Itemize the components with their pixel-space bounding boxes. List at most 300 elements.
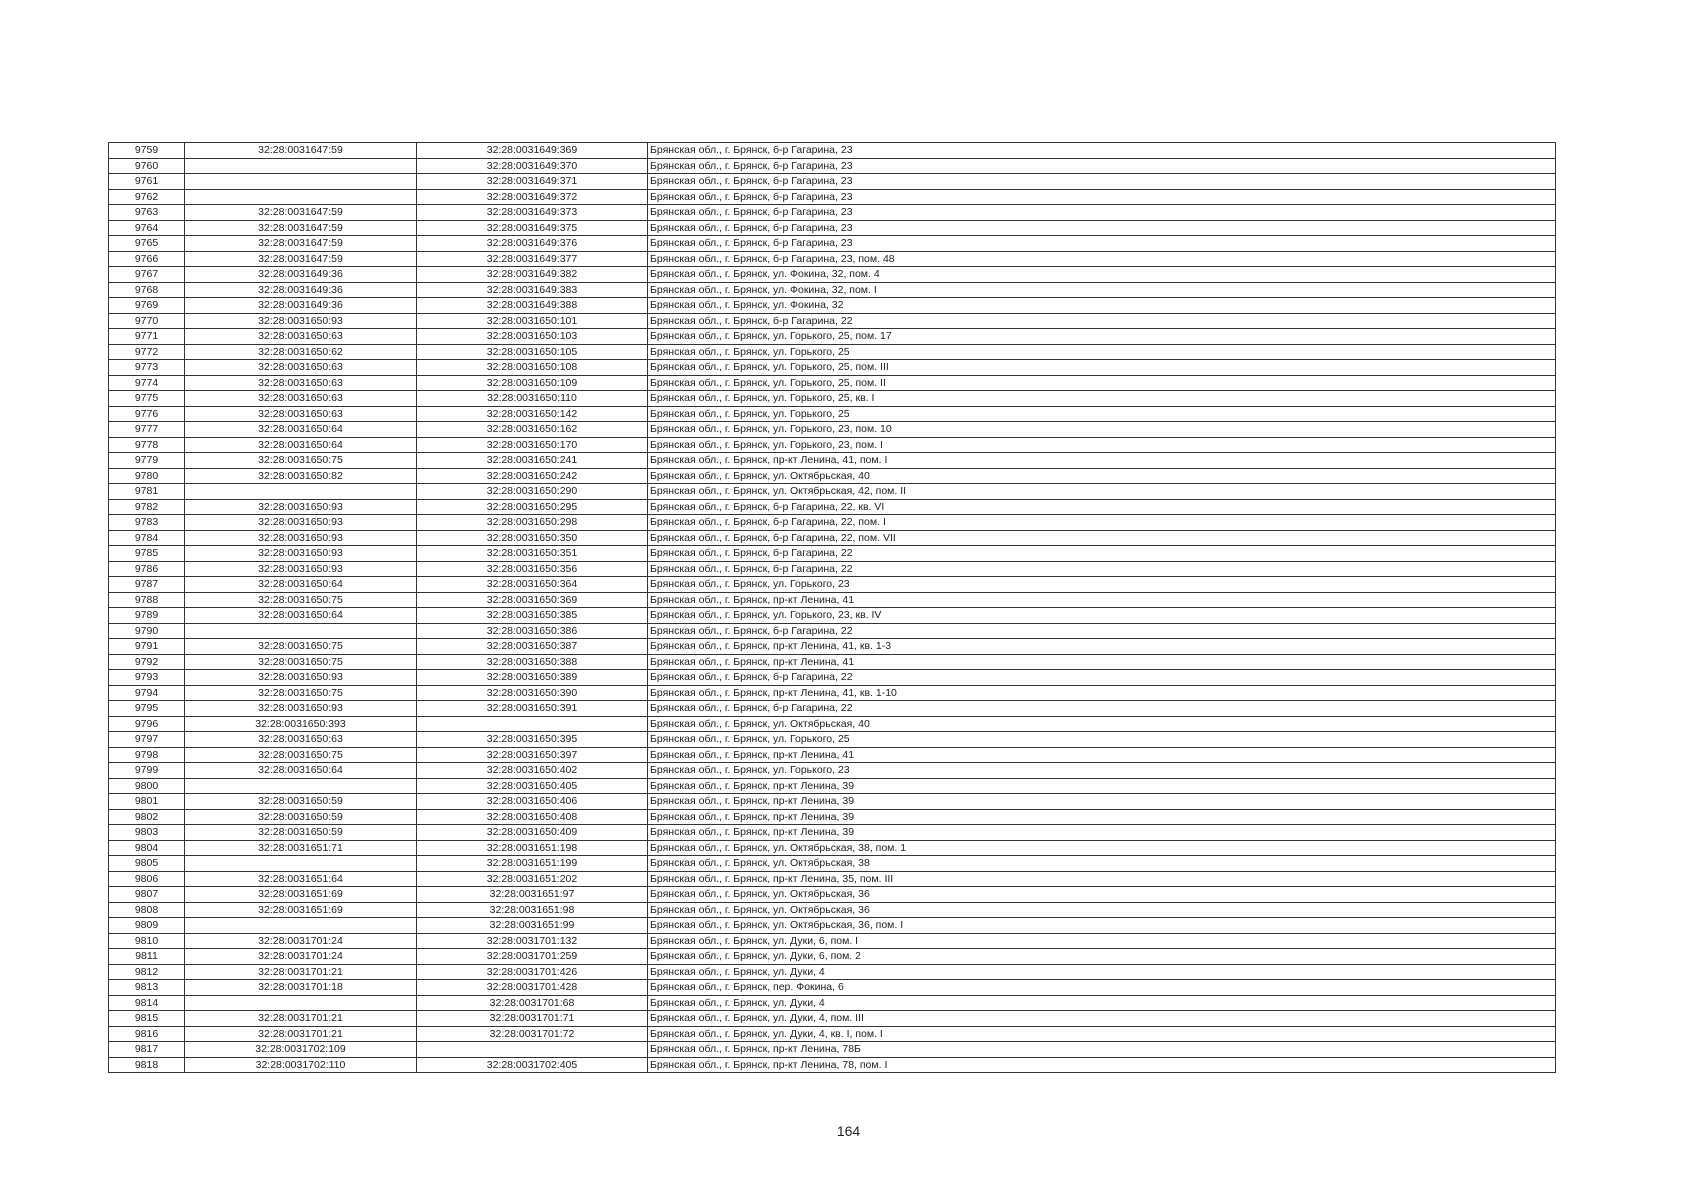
- page-number: 164: [836, 1123, 861, 1139]
- cadastral-number-cell: 32:28:0031650:290: [417, 484, 648, 500]
- address-cell: Брянская обл., г. Брянск, б-р Гагарина, 22: [648, 561, 1556, 577]
- cadastral-number-cell: 32:28:0031650:110: [417, 391, 648, 407]
- table-row: [109, 778, 1556, 794]
- parent-cadastral-number-cell: 32:28:0031650:64: [185, 763, 417, 779]
- row-number-cell: 9818: [109, 1057, 185, 1073]
- cadastral-number-cell: 32:28:0031650:298: [417, 515, 648, 531]
- address-cell: Брянская обл., г. Брянск, пр-кт Ленина, 78, пом. I: [648, 1057, 1556, 1073]
- parent-cadastral-number-cell: 32:28:0031650:93: [185, 561, 417, 577]
- parent-cadastral-number-cell: [185, 623, 417, 639]
- table-row: [109, 236, 1556, 252]
- parent-cadastral-number-cell: 32:28:0031650:93: [185, 701, 417, 717]
- parent-cadastral-number-cell: 32:28:0031650:59: [185, 825, 417, 841]
- cadastral-number-cell: 32:28:0031650:350: [417, 530, 648, 546]
- row-number-cell: 9811: [109, 949, 185, 965]
- address-cell: Брянская обл., г. Брянск, ул. Горького, 23, кв. IV: [648, 608, 1556, 624]
- cadastral-number-cell: 32:28:0031650:109: [417, 375, 648, 391]
- cadastral-number-cell: 32:28:0031650:170: [417, 437, 648, 453]
- row-number-cell: 9793: [109, 670, 185, 686]
- table-row: [109, 732, 1556, 748]
- row-number-cell: 9784: [109, 530, 185, 546]
- cadastral-number-cell: 32:28:0031651:198: [417, 840, 648, 856]
- parent-cadastral-number-cell: 32:28:0031650:63: [185, 375, 417, 391]
- parent-cadastral-number-cell: 32:28:0031650:93: [185, 530, 417, 546]
- row-number-cell: 9804: [109, 840, 185, 856]
- row-number-cell: 9770: [109, 313, 185, 329]
- parent-cadastral-number-cell: 32:28:0031650:75: [185, 747, 417, 763]
- parent-cadastral-number-cell: 32:28:0031650:62: [185, 344, 417, 360]
- table-row: [109, 143, 1556, 159]
- cadastral-number-cell: 32:28:0031649:388: [417, 298, 648, 314]
- address-cell: Брянская обл., г. Брянск, ул. Октябрьская, 36: [648, 902, 1556, 918]
- parent-cadastral-number-cell: 32:28:0031650:93: [185, 313, 417, 329]
- address-cell: Брянская обл., г. Брянск, б-р Гагарина, 22, пом. I: [648, 515, 1556, 531]
- table-row: [109, 902, 1556, 918]
- row-number-cell: 9767: [109, 267, 185, 283]
- address-cell: Брянская обл., г. Брянск, ул. Дуки, 4: [648, 995, 1556, 1011]
- address-cell: Брянская обл., г. Брянск, ул. Октябрьская, 36, пом. I: [648, 918, 1556, 934]
- cadastral-number-cell: 32:28:0031650:101: [417, 313, 648, 329]
- parent-cadastral-number-cell: 32:28:0031651:69: [185, 902, 417, 918]
- address-cell: Брянская обл., г. Брянск, ул. Дуки, 4, кв. I, пом. I: [648, 1026, 1556, 1042]
- parent-cadastral-number-cell: 32:28:0031650:63: [185, 406, 417, 422]
- property-registry-table: [108, 142, 1556, 1073]
- table-row: [109, 437, 1556, 453]
- address-cell: Брянская обл., г. Брянск, ул. Октябрьская, 38, пом. 1: [648, 840, 1556, 856]
- address-cell: Брянская обл., г. Брянск, б-р Гагарина, 22, пом. VII: [648, 530, 1556, 546]
- address-cell: Брянская обл., г. Брянск, ул. Горького, 25, пом. 17: [648, 329, 1556, 345]
- table-row: [109, 189, 1556, 205]
- address-cell: Брянская обл., г. Брянск, ул. Горького, 25, кв. I: [648, 391, 1556, 407]
- address-cell: Брянская обл., г. Брянск, ул. Октябрьская, 40: [648, 716, 1556, 732]
- cadastral-number-cell: 32:28:0031651:97: [417, 887, 648, 903]
- parent-cadastral-number-cell: 32:28:0031647:59: [185, 251, 417, 267]
- row-number-cell: 9776: [109, 406, 185, 422]
- cadastral-number-cell: 32:28:0031650:108: [417, 360, 648, 376]
- parent-cadastral-number-cell: 32:28:0031650:93: [185, 546, 417, 562]
- row-number-cell: 9777: [109, 422, 185, 438]
- cadastral-number-cell: 32:28:0031650:142: [417, 406, 648, 422]
- row-number-cell: 9796: [109, 716, 185, 732]
- cadastral-number-cell: 32:28:0031649:370: [417, 158, 648, 174]
- table-row: [109, 871, 1556, 887]
- cadastral-number-cell: 32:28:0031650:103: [417, 329, 648, 345]
- cadastral-number-cell: [417, 1042, 648, 1058]
- table-row: [109, 515, 1556, 531]
- cadastral-number-cell: 32:28:0031650:369: [417, 592, 648, 608]
- parent-cadastral-number-cell: 32:28:0031647:59: [185, 236, 417, 252]
- table-row: [109, 825, 1556, 841]
- parent-cadastral-number-cell: 32:28:0031650:75: [185, 592, 417, 608]
- cadastral-number-cell: 32:28:0031650:385: [417, 608, 648, 624]
- row-number-cell: 9782: [109, 499, 185, 515]
- table-row: [109, 747, 1556, 763]
- row-number-cell: 9779: [109, 453, 185, 469]
- cadastral-number-cell: 32:28:0031701:259: [417, 949, 648, 965]
- table-row: [109, 887, 1556, 903]
- parent-cadastral-number-cell: 32:28:0031651:64: [185, 871, 417, 887]
- parent-cadastral-number-cell: 32:28:0031650:93: [185, 515, 417, 531]
- row-number-cell: 9768: [109, 282, 185, 298]
- table-row: [109, 577, 1556, 593]
- row-number-cell: 9771: [109, 329, 185, 345]
- address-cell: Брянская обл., г. Брянск, пр-кт Ленина, 41: [648, 592, 1556, 608]
- address-cell: Брянская обл., г. Брянск, ул. Горького, 25, пом. II: [648, 375, 1556, 391]
- table-row: [109, 158, 1556, 174]
- table-row: [109, 267, 1556, 283]
- parent-cadastral-number-cell: 32:28:0031650:59: [185, 809, 417, 825]
- parent-cadastral-number-cell: 32:28:0031651:71: [185, 840, 417, 856]
- cadastral-number-cell: 32:28:0031649:383: [417, 282, 648, 298]
- table-row: [109, 375, 1556, 391]
- table-row: [109, 298, 1556, 314]
- cadastral-number-cell: 32:28:0031650:356: [417, 561, 648, 577]
- row-number-cell: 9787: [109, 577, 185, 593]
- row-number-cell: 9807: [109, 887, 185, 903]
- cadastral-number-cell: 32:28:0031650:295: [417, 499, 648, 515]
- parent-cadastral-number-cell: [185, 778, 417, 794]
- cadastral-number-cell: 32:28:0031701:68: [417, 995, 648, 1011]
- cadastral-number-cell: [417, 716, 648, 732]
- address-cell: Брянская обл., г. Брянск, ул. Октябрьская, 40: [648, 468, 1556, 484]
- parent-cadastral-number-cell: 32:28:0031651:69: [185, 887, 417, 903]
- cadastral-number-cell: 32:28:0031649:382: [417, 267, 648, 283]
- cadastral-number-cell: 32:28:0031701:426: [417, 964, 648, 980]
- table-row: [109, 856, 1556, 872]
- row-number-cell: 9791: [109, 639, 185, 655]
- cadastral-number-cell: 32:28:0031650:397: [417, 747, 648, 763]
- parent-cadastral-number-cell: 32:28:0031650:93: [185, 499, 417, 515]
- parent-cadastral-number-cell: 32:28:0031650:75: [185, 685, 417, 701]
- parent-cadastral-number-cell: [185, 995, 417, 1011]
- cadastral-number-cell: 32:28:0031701:71: [417, 1011, 648, 1027]
- table-row: [109, 329, 1556, 345]
- row-number-cell: 9801: [109, 794, 185, 810]
- row-number-cell: 9764: [109, 220, 185, 236]
- row-number-cell: 9769: [109, 298, 185, 314]
- table-row: [109, 995, 1556, 1011]
- row-number-cell: 9772: [109, 344, 185, 360]
- cadastral-number-cell: 32:28:0031649:376: [417, 236, 648, 252]
- parent-cadastral-number-cell: [185, 158, 417, 174]
- table-row: [109, 608, 1556, 624]
- cadastral-number-cell: 32:28:0031650:351: [417, 546, 648, 562]
- address-cell: Брянская обл., г. Брянск, пр-кт Ленина, 39: [648, 794, 1556, 810]
- cadastral-number-cell: 32:28:0031650:242: [417, 468, 648, 484]
- parent-cadastral-number-cell: 32:28:0031650:64: [185, 422, 417, 438]
- table-row: [109, 933, 1556, 949]
- address-cell: Брянская обл., г. Брянск, ул. Октябрьская, 38: [648, 856, 1556, 872]
- parent-cadastral-number-cell: 32:28:0031650:63: [185, 360, 417, 376]
- row-number-cell: 9808: [109, 902, 185, 918]
- table-row: [109, 654, 1556, 670]
- table-row: [109, 313, 1556, 329]
- address-cell: Брянская обл., г. Брянск, пр-кт Ленина, 35, пом. III: [648, 871, 1556, 887]
- cadastral-number-cell: 32:28:0031650:387: [417, 639, 648, 655]
- table-row: [109, 918, 1556, 934]
- address-cell: Брянская обл., г. Брянск, пер. Фокина, 6: [648, 980, 1556, 996]
- parent-cadastral-number-cell: 32:28:0031701:24: [185, 933, 417, 949]
- cadastral-number-cell: 32:28:0031650:405: [417, 778, 648, 794]
- row-number-cell: 9780: [109, 468, 185, 484]
- address-cell: Брянская обл., г. Брянск, б-р Гагарина, 22, кв. VI: [648, 499, 1556, 515]
- row-number-cell: 9815: [109, 1011, 185, 1027]
- address-cell: Брянская обл., г. Брянск, б-р Гагарина, 23: [648, 174, 1556, 190]
- row-number-cell: 9775: [109, 391, 185, 407]
- row-number-cell: 9765: [109, 236, 185, 252]
- table-row: [109, 282, 1556, 298]
- row-number-cell: 9797: [109, 732, 185, 748]
- address-cell: Брянская обл., г. Брянск, пр-кт Ленина, 41, пом. I: [648, 453, 1556, 469]
- row-number-cell: 9810: [109, 933, 185, 949]
- cadastral-number-cell: 32:28:0031650:390: [417, 685, 648, 701]
- row-number-cell: 9763: [109, 205, 185, 221]
- row-number-cell: 9781: [109, 484, 185, 500]
- parent-cadastral-number-cell: 32:28:0031650:63: [185, 391, 417, 407]
- table-row: [109, 639, 1556, 655]
- cadastral-number-cell: 32:28:0031650:241: [417, 453, 648, 469]
- address-cell: Брянская обл., г. Брянск, ул. Фокина, 32, пом. I: [648, 282, 1556, 298]
- address-cell: Брянская обл., г. Брянск, ул. Горького, 23: [648, 763, 1556, 779]
- parent-cadastral-number-cell: [185, 189, 417, 205]
- row-number-cell: 9814: [109, 995, 185, 1011]
- parent-cadastral-number-cell: 32:28:0031650:64: [185, 608, 417, 624]
- cadastral-number-cell: 32:28:0031649:373: [417, 205, 648, 221]
- address-cell: Брянская обл., г. Брянск, б-р Гагарина, 22: [648, 546, 1556, 562]
- parent-cadastral-number-cell: 32:28:0031650:393: [185, 716, 417, 732]
- cadastral-number-cell: 32:28:0031650:391: [417, 701, 648, 717]
- row-number-cell: 9760: [109, 158, 185, 174]
- table-row: [109, 484, 1556, 500]
- table-row: [109, 499, 1556, 515]
- row-number-cell: 9798: [109, 747, 185, 763]
- table-row: [109, 1026, 1556, 1042]
- table-body: [109, 143, 1556, 1073]
- address-cell: Брянская обл., г. Брянск, ул. Горького, 25: [648, 344, 1556, 360]
- row-number-cell: 9790: [109, 623, 185, 639]
- cadastral-number-cell: 32:28:0031649:369: [417, 143, 648, 159]
- table-row: [109, 685, 1556, 701]
- parent-cadastral-number-cell: 32:28:0031650:63: [185, 732, 417, 748]
- parent-cadastral-number-cell: 32:28:0031650:75: [185, 654, 417, 670]
- address-cell: Брянская обл., г. Брянск, б-р Гагарина, 23: [648, 220, 1556, 236]
- table-row: [109, 809, 1556, 825]
- table-row: [109, 468, 1556, 484]
- address-cell: Брянская обл., г. Брянск, ул. Октябрьская, 42, пом. II: [648, 484, 1556, 500]
- cadastral-number-cell: 32:28:0031649:372: [417, 189, 648, 205]
- cadastral-number-cell: 32:28:0031651:99: [417, 918, 648, 934]
- parent-cadastral-number-cell: 32:28:0031649:36: [185, 267, 417, 283]
- row-number-cell: 9773: [109, 360, 185, 376]
- cadastral-number-cell: 32:28:0031651:199: [417, 856, 648, 872]
- table-row: [109, 422, 1556, 438]
- table-row: [109, 251, 1556, 267]
- cadastral-number-cell: 32:28:0031702:405: [417, 1057, 648, 1073]
- row-number-cell: 9785: [109, 546, 185, 562]
- parent-cadastral-number-cell: 32:28:0031702:109: [185, 1042, 417, 1058]
- address-cell: Брянская обл., г. Брянск, пр-кт Ленина, 39: [648, 778, 1556, 794]
- parent-cadastral-number-cell: 32:28:0031702:110: [185, 1057, 417, 1073]
- table-row: [109, 530, 1556, 546]
- parent-cadastral-number-cell: [185, 856, 417, 872]
- parent-cadastral-number-cell: [185, 174, 417, 190]
- cadastral-number-cell: 32:28:0031701:428: [417, 980, 648, 996]
- parent-cadastral-number-cell: [185, 918, 417, 934]
- table-row: [109, 763, 1556, 779]
- cadastral-number-cell: 32:28:0031701:72: [417, 1026, 648, 1042]
- table-row: [109, 546, 1556, 562]
- address-cell: Брянская обл., г. Брянск, ул. Горького, 23, пом. 10: [648, 422, 1556, 438]
- row-number-cell: 9816: [109, 1026, 185, 1042]
- table-row: [109, 360, 1556, 376]
- parent-cadastral-number-cell: 32:28:0031701:18: [185, 980, 417, 996]
- address-cell: Брянская обл., г. Брянск, ул. Дуки, 6, пом. I: [648, 933, 1556, 949]
- row-number-cell: 9762: [109, 189, 185, 205]
- table-row: [109, 453, 1556, 469]
- table-row: [109, 391, 1556, 407]
- address-cell: Брянская обл., г. Брянск, ул. Горького, 23, пом. I: [648, 437, 1556, 453]
- row-number-cell: 9761: [109, 174, 185, 190]
- table-row: [109, 623, 1556, 639]
- table-row: [109, 701, 1556, 717]
- address-cell: Брянская обл., г. Брянск, ул. Горького, 25: [648, 732, 1556, 748]
- parent-cadastral-number-cell: 32:28:0031650:93: [185, 670, 417, 686]
- address-cell: Брянская обл., г. Брянск, пр-кт Ленина, 41: [648, 747, 1556, 763]
- row-number-cell: 9806: [109, 871, 185, 887]
- row-number-cell: 9800: [109, 778, 185, 794]
- address-cell: Брянская обл., г. Брянск, б-р Гагарина, 22: [648, 701, 1556, 717]
- cadastral-number-cell: 32:28:0031650:388: [417, 654, 648, 670]
- row-number-cell: 9805: [109, 856, 185, 872]
- address-cell: Брянская обл., г. Брянск, ул. Октябрьская, 36: [648, 887, 1556, 903]
- cadastral-number-cell: 32:28:0031651:98: [417, 902, 648, 918]
- table-row: [109, 716, 1556, 732]
- row-number-cell: 9794: [109, 685, 185, 701]
- cadastral-number-cell: 32:28:0031649:377: [417, 251, 648, 267]
- address-cell: Брянская обл., г. Брянск, б-р Гагарина, 22: [648, 623, 1556, 639]
- address-cell: Брянская обл., г. Брянск, б-р Гагарина, 23: [648, 189, 1556, 205]
- address-cell: Брянская обл., г. Брянск, ул. Горького, 23: [648, 577, 1556, 593]
- row-number-cell: 9783: [109, 515, 185, 531]
- cadastral-number-cell: 32:28:0031650:409: [417, 825, 648, 841]
- table-row: [109, 592, 1556, 608]
- table-row: [109, 1057, 1556, 1073]
- row-number-cell: 9792: [109, 654, 185, 670]
- address-cell: Брянская обл., г. Брянск, пр-кт Ленина, 41, кв. 1-3: [648, 639, 1556, 655]
- table-row: [109, 1042, 1556, 1058]
- address-cell: Брянская обл., г. Брянск, ул. Горького, 25: [648, 406, 1556, 422]
- parent-cadastral-number-cell: 32:28:0031701:21: [185, 1026, 417, 1042]
- parent-cadastral-number-cell: 32:28:0031650:75: [185, 453, 417, 469]
- row-number-cell: 9813: [109, 980, 185, 996]
- address-cell: Брянская обл., г. Брянск, пр-кт Ленина, 78Б: [648, 1042, 1556, 1058]
- table-row: [109, 1011, 1556, 1027]
- row-number-cell: 9774: [109, 375, 185, 391]
- address-cell: Брянская обл., г. Брянск, ул. Горького, 25, пом. III: [648, 360, 1556, 376]
- address-cell: Брянская обл., г. Брянск, б-р Гагарина, 23, пом. 48: [648, 251, 1556, 267]
- table-row: [109, 174, 1556, 190]
- table-row: [109, 406, 1556, 422]
- cadastral-number-cell: 32:28:0031650:406: [417, 794, 648, 810]
- cadastral-number-cell: 32:28:0031650:408: [417, 809, 648, 825]
- address-cell: Брянская обл., г. Брянск, пр-кт Ленина, 39: [648, 809, 1556, 825]
- cadastral-number-cell: 32:28:0031651:202: [417, 871, 648, 887]
- row-number-cell: 9766: [109, 251, 185, 267]
- parent-cadastral-number-cell: 32:28:0031647:59: [185, 205, 417, 221]
- table-row: [109, 794, 1556, 810]
- parent-cadastral-number-cell: 32:28:0031701:21: [185, 964, 417, 980]
- address-cell: Брянская обл., г. Брянск, б-р Гагарина, 23: [648, 143, 1556, 159]
- parent-cadastral-number-cell: 32:28:0031647:59: [185, 143, 417, 159]
- table-row: [109, 205, 1556, 221]
- address-cell: Брянская обл., г. Брянск, ул. Дуки, 4, пом. III: [648, 1011, 1556, 1027]
- row-number-cell: 9786: [109, 561, 185, 577]
- address-cell: Брянская обл., г. Брянск, пр-кт Ленина, 41: [648, 654, 1556, 670]
- parent-cadastral-number-cell: 32:28:0031650:64: [185, 437, 417, 453]
- table-row: [109, 964, 1556, 980]
- table-row: [109, 840, 1556, 856]
- table-row: [109, 344, 1556, 360]
- table-row: [109, 561, 1556, 577]
- address-cell: Брянская обл., г. Брянск, б-р Гагарина, 23: [648, 158, 1556, 174]
- cadastral-number-cell: 32:28:0031650:386: [417, 623, 648, 639]
- parent-cadastral-number-cell: 32:28:0031650:64: [185, 577, 417, 593]
- row-number-cell: 9812: [109, 964, 185, 980]
- parent-cadastral-number-cell: 32:28:0031701:21: [185, 1011, 417, 1027]
- parent-cadastral-number-cell: 32:28:0031650:63: [185, 329, 417, 345]
- cadastral-number-cell: 32:28:0031650:402: [417, 763, 648, 779]
- table-row: [109, 949, 1556, 965]
- parent-cadastral-number-cell: 32:28:0031649:36: [185, 282, 417, 298]
- parent-cadastral-number-cell: 32:28:0031650:82: [185, 468, 417, 484]
- row-number-cell: 9789: [109, 608, 185, 624]
- row-number-cell: 9809: [109, 918, 185, 934]
- cadastral-number-cell: 32:28:0031650:364: [417, 577, 648, 593]
- address-cell: Брянская обл., г. Брянск, пр-кт Ленина, 41, кв. 1-10: [648, 685, 1556, 701]
- row-number-cell: 9799: [109, 763, 185, 779]
- cadastral-number-cell: 32:28:0031650:395: [417, 732, 648, 748]
- table-row: [109, 220, 1556, 236]
- cadastral-number-cell: 32:28:0031650:389: [417, 670, 648, 686]
- address-cell: Брянская обл., г. Брянск, б-р Гагарина, 22: [648, 670, 1556, 686]
- row-number-cell: 9802: [109, 809, 185, 825]
- row-number-cell: 9788: [109, 592, 185, 608]
- parent-cadastral-number-cell: 32:28:0031701:24: [185, 949, 417, 965]
- parent-cadastral-number-cell: 32:28:0031650:59: [185, 794, 417, 810]
- address-cell: Брянская обл., г. Брянск, б-р Гагарина, 22: [648, 313, 1556, 329]
- row-number-cell: 9817: [109, 1042, 185, 1058]
- parent-cadastral-number-cell: 32:28:0031649:36: [185, 298, 417, 314]
- cadastral-number-cell: 32:28:0031649:375: [417, 220, 648, 236]
- parent-cadastral-number-cell: 32:28:0031647:59: [185, 220, 417, 236]
- cadastral-number-cell: 32:28:0031650:162: [417, 422, 648, 438]
- address-cell: Брянская обл., г. Брянск, б-р Гагарина, 23: [648, 205, 1556, 221]
- table-row: [109, 980, 1556, 996]
- cadastral-number-cell: 32:28:0031650:105: [417, 344, 648, 360]
- table-row: [109, 670, 1556, 686]
- row-number-cell: 9803: [109, 825, 185, 841]
- address-cell: Брянская обл., г. Брянск, ул. Дуки, 4: [648, 964, 1556, 980]
- cadastral-number-cell: 32:28:0031701:132: [417, 933, 648, 949]
- address-cell: Брянская обл., г. Брянск, ул. Фокина, 32, пом. 4: [648, 267, 1556, 283]
- address-cell: Брянская обл., г. Брянск, б-р Гагарина, 23: [648, 236, 1556, 252]
- row-number-cell: 9778: [109, 437, 185, 453]
- address-cell: Брянская обл., г. Брянск, пр-кт Ленина, 39: [648, 825, 1556, 841]
- address-cell: Брянская обл., г. Брянск, ул. Дуки, 6, пом. 2: [648, 949, 1556, 965]
- row-number-cell: 9795: [109, 701, 185, 717]
- cadastral-number-cell: 32:28:0031649:371: [417, 174, 648, 190]
- address-cell: Брянская обл., г. Брянск, ул. Фокина, 32: [648, 298, 1556, 314]
